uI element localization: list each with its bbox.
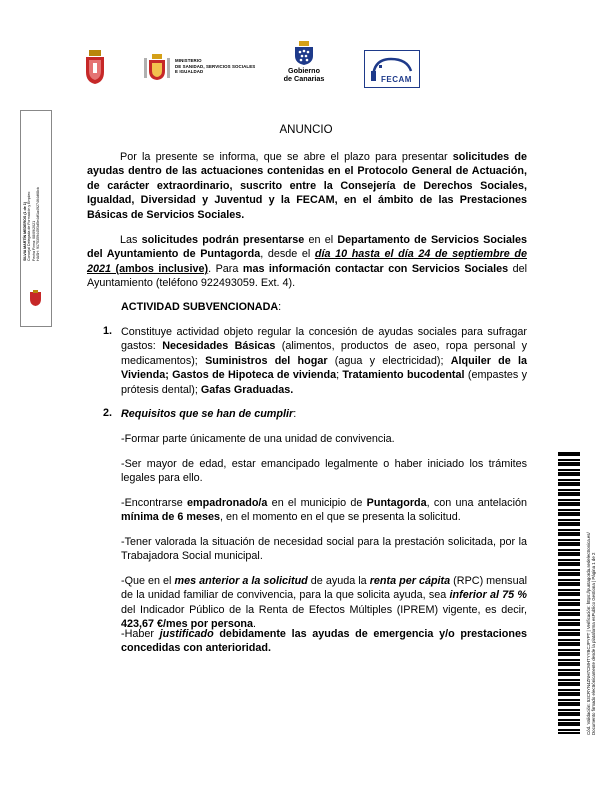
- barcode-bar: [558, 579, 580, 581]
- barcode-bar: [558, 709, 580, 711]
- barcode-bar: [558, 602, 580, 606]
- item-2-heading: Requisitos que se han de cumplir:: [121, 408, 297, 420]
- barcode-bar: [558, 622, 580, 626]
- stamp-shield-icon: [29, 290, 42, 306]
- barcode-bar: [558, 572, 580, 576]
- barcode-bar: [558, 569, 580, 571]
- puntagorda-coat-of-arms-logo: [84, 50, 106, 84]
- barcode-bar: [558, 729, 580, 731]
- item-1-text: Constituye actividad objeto regular la concesión de ayudas sociales para sufragar gastos: Necesidades Básicas (alimentos, productos de aseo, ropa personal y medicamentos); Suministros del hogar (agua y electricidad); Alquiler de la Vivienda; Gastos de Hipoteca de vivienda; Tratamiento bucodental (empastes y prótesis dental); Gafas Graduadas.: [121, 326, 528, 396]
- barcode-bar: [558, 539, 580, 541]
- barcode-bar: [558, 692, 580, 696]
- barcode-bar: [558, 512, 580, 516]
- requirement-3: -Encontrarse empadronado/a en el municipio de Puntagorda, con una antelación mínima de 6 meses, en el momento en el que se presenta la solicitud.: [121, 497, 527, 524]
- gobierno-canarias-label: Gobierno de Canarias: [283, 66, 325, 83]
- barcode-bar: [558, 652, 580, 656]
- barcode-bar: [558, 509, 580, 511]
- signature-stamp-text: SILVIA MARTÍN MEDEROS (1 de 1) Concejal Delegada de Formación y Empleo Fecha Firma: 08/09/2021 HASH: 9175359445f3d5e4df1a4927464d68cb: [23, 187, 41, 261]
- barcode-bar: [558, 532, 580, 536]
- barcode-bar: [558, 522, 580, 526]
- barcode-bar: [558, 492, 580, 496]
- barcode-bar: [558, 629, 580, 631]
- barcode-bar: [558, 599, 580, 601]
- barcode-bar: [558, 519, 580, 521]
- barcode-bar: [558, 712, 580, 716]
- barcode-bar: [558, 582, 580, 586]
- barcode-bar: [558, 469, 580, 471]
- barcode-bar: [558, 499, 580, 501]
- barcode-bar: [558, 482, 580, 486]
- intro-paragraph: Por la presente se informa, que se abre el plazo para presentar solicitudes de ayudas dentro de las actuaciones contenidas en el Protocolo General de Actuación, de carácter extraordinario, suscrito entre la Consejería de Derechos Sociales, Igualdad, Diversidad y Juventud y la FECAM, en el ámbito de las Prestaciones Básicas de Servicios Sociales.: [87, 151, 528, 221]
- barcode-bar: [558, 682, 580, 686]
- barcode-bar: [558, 672, 580, 676]
- barcode-bar: [558, 612, 580, 616]
- barcode-bar: [558, 619, 580, 621]
- barcode-bar: [558, 529, 580, 531]
- barcode-bar: [558, 679, 580, 681]
- barcode-bar: [558, 642, 580, 646]
- validation-barcode: [558, 452, 580, 734]
- barcode-bar: [558, 589, 580, 591]
- barcode-bar: [558, 662, 580, 666]
- requirement-4: -Tener valorada la situación de necesidad social para la prestación solicitada, por la Trabajadora Social municipal.: [121, 536, 527, 563]
- signature-stamp: [20, 110, 52, 327]
- barcode-bar: [558, 722, 580, 726]
- barcode-bar: [558, 479, 580, 481]
- applications-paragraph: Las solicitudes podrán presentarse en el Departamento de Servicios Sociales del Ayuntamiento de Puntagorda, desde el día 10 hasta el día 24 de septiembre de 2021 (ambos inclusive). Para mas información contactar con Servicios Sociales del Ayuntamiento (teléfono 922493059. Ext. 4).: [87, 234, 527, 290]
- requirement-1: -Formar parte únicamente de una unidad de convivencia.: [121, 433, 395, 445]
- barcode-bar: [558, 562, 580, 566]
- barcode-bar: [558, 489, 580, 491]
- barcode-bar: [558, 702, 580, 706]
- barcode-bar: [558, 592, 580, 596]
- barcode-bar: [558, 632, 580, 636]
- barcode-bar: [558, 649, 580, 651]
- barcode-bar: [558, 732, 580, 734]
- validation-side-text: Cód. Validación: 53CRYN4ZNH7CMHTYYBCJPYPT | Verificación: https://puntagorda.sedelectronica.es/ Documento firmado electrónicamente desde la plataforma esPublico Gestiona | Página 1 de 2: [586, 532, 597, 735]
- barcode-bar: [558, 462, 580, 466]
- requirement-2: -Ser mayor de edad, estar emancipado legalmente o haber iniciado los trámites legales para ello.: [121, 458, 527, 485]
- ministry-coat-of-arms-logo: [144, 54, 170, 80]
- barcode-bar: [558, 699, 580, 701]
- barcode-bar: [558, 552, 580, 556]
- requirement-6: -Haber justificado debidamente las ayudas de emergencia y/o prestaciones concedidas con anterioridad.: [121, 628, 527, 655]
- barcode-bar: [558, 559, 580, 561]
- page-title: ANUNCIO: [279, 124, 333, 136]
- barcode-bar: [558, 452, 580, 456]
- barcode-bar: [558, 639, 580, 641]
- actividad-heading: ACTIVIDAD SUBVENCIONADA:: [121, 301, 282, 313]
- requirement-5: -Que en el mes anterior a la solicitud de ayuda la renta per cápita (RPC) mensual de la unidad familiar de convivencia, para la que solicita ayuda, sea inferior al 75 % del Indicador Público de la Renta de Efectos Múltiples (IPREM) vigente, es decir, 423,67 €/mes por persona.: [121, 575, 527, 631]
- fecam-logo: [364, 50, 420, 88]
- ministry-name: MINISTERIO DE SANIDAD, SERVICIOS SOCIALES E IGUALDAD: [175, 58, 256, 75]
- barcode-bar: [558, 689, 580, 691]
- item-2-number: 2.: [103, 407, 113, 419]
- gobierno-canarias-emblem: [293, 41, 315, 65]
- barcode-bar: [558, 659, 580, 661]
- fecam-label: FECAM: [381, 75, 412, 84]
- barcode-bar: [558, 669, 580, 671]
- barcode-bar: [558, 549, 580, 551]
- item-1-number: 1.: [103, 325, 113, 337]
- barcode-bar: [558, 542, 580, 546]
- barcode-bar: [558, 502, 580, 506]
- barcode-bar: [558, 459, 580, 461]
- barcode-bar: [558, 609, 580, 611]
- barcode-bar: [558, 719, 580, 721]
- barcode-bar: [558, 472, 580, 476]
